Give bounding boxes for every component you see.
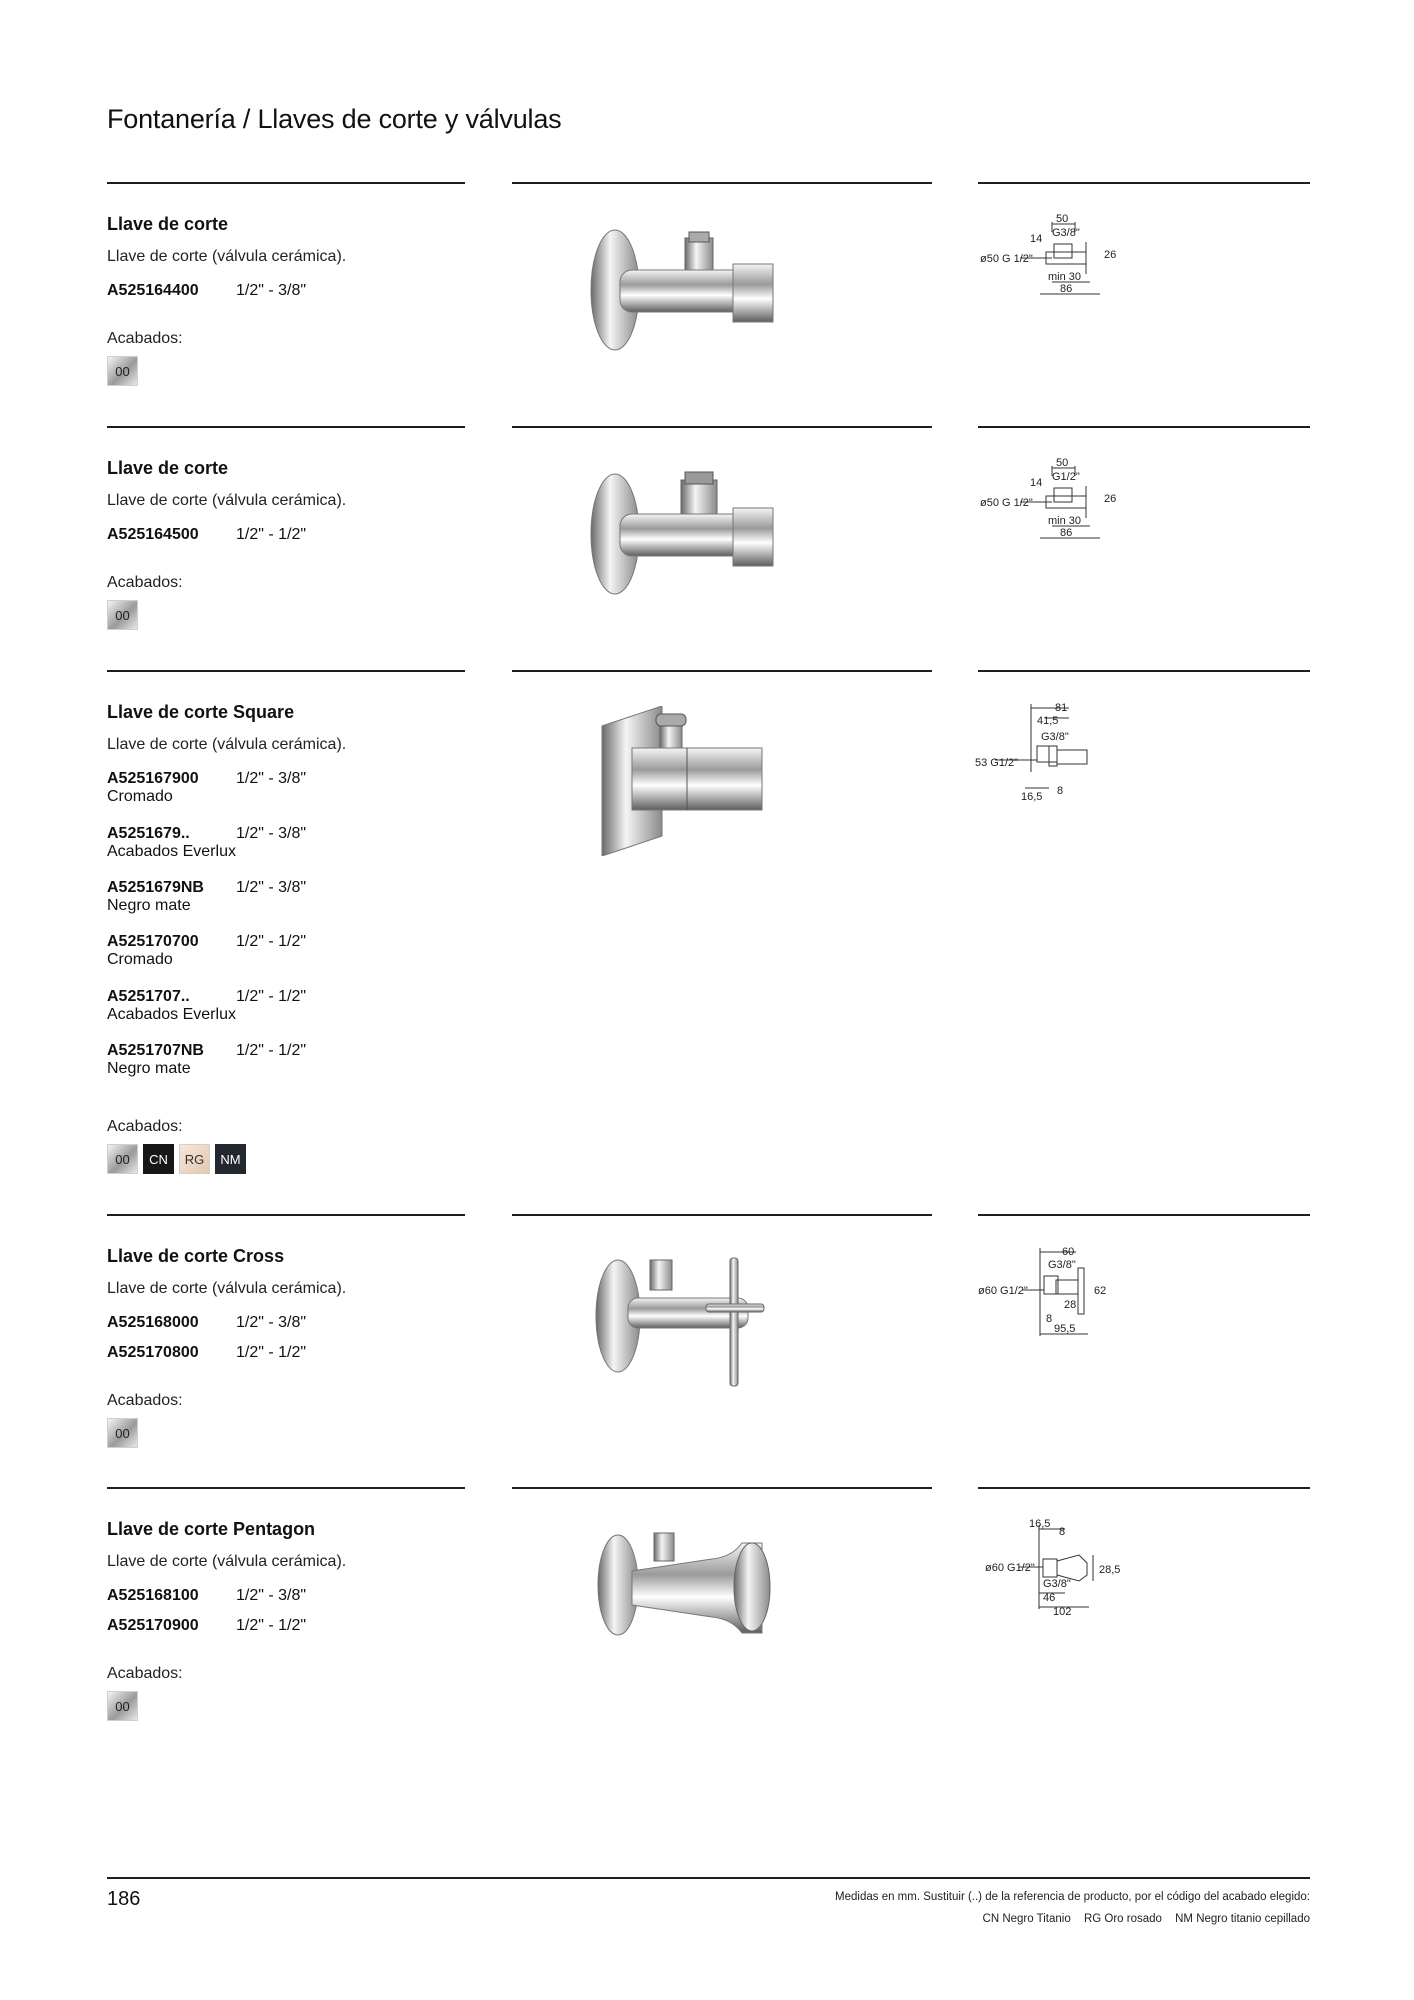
finish-swatch-00: 00 (107, 1144, 138, 1174)
reference-note: Acabados Everlux (107, 843, 236, 860)
reference-size: 1/2" - 1/2" (236, 526, 307, 543)
finish-swatch-cn: CN (143, 1144, 174, 1174)
product-title: Llave de corte (107, 214, 229, 234)
divider (107, 182, 465, 184)
finish-swatch-nm: NM (215, 1144, 246, 1174)
product-description: Llave de corte (válvula cerámica). (107, 736, 347, 753)
product-reference (107, 526, 306, 544)
reference-code: A525168000 (107, 1314, 199, 1331)
divider (978, 670, 1310, 672)
divider (512, 670, 932, 672)
reference-note: Acabados Everlux (107, 1006, 236, 1023)
reference-code: A5251679.. (107, 825, 190, 842)
product-section (0, 1487, 1414, 1757)
product-description: Llave de corte (válvula cerámica). (107, 1553, 347, 1570)
finish-swatch-00: 00 (107, 356, 138, 386)
reference-size: 1/2" - 3/8" (236, 825, 307, 842)
product-reference (107, 282, 306, 300)
product-section (0, 426, 1414, 666)
finishes-label: Acabados: (107, 330, 183, 347)
product-photo (585, 222, 785, 352)
finish-swatches (107, 1144, 246, 1174)
reference-size: 1/2" - 1/2" (236, 988, 307, 1005)
dimension-label: 28,5 (1099, 1564, 1121, 1576)
dimension-label: 14 (1030, 477, 1043, 489)
dimension-label: min 30 (1048, 515, 1082, 527)
dimension-label: 53 G1/2" (975, 757, 1019, 769)
finish-swatches (107, 600, 138, 630)
product-section (0, 182, 1414, 422)
divider (107, 426, 465, 428)
divider (512, 182, 932, 184)
reference-code: A525170800 (107, 1344, 199, 1361)
reference-code: A525164500 (107, 526, 199, 543)
reference-size: 1/2" - 3/8" (236, 1587, 307, 1604)
reference-note: Negro mate (107, 1060, 191, 1077)
dimension-label: 50 (1056, 458, 1069, 469)
divider (107, 1487, 465, 1489)
finish-swatch-00: 00 (107, 1418, 138, 1448)
product-title: Llave de corte Pentagon (107, 1519, 316, 1539)
dimension-label: 60 (1062, 1246, 1075, 1258)
technical-drawing (978, 1246, 1128, 1346)
product-photo (585, 466, 785, 596)
reference-code: A5251679NB (107, 879, 204, 896)
reference-size: 1/2" - 3/8" (236, 879, 307, 896)
reference-size: 1/2" - 1/2" (236, 1042, 307, 1059)
reference-size: 1/2" - 3/8" (236, 282, 307, 299)
technical-drawing (980, 214, 1130, 314)
finishes-label: Acabados: (107, 1392, 183, 1409)
page-title: Fontanería / Llaves de corte y válvulas (107, 104, 562, 134)
footer-divider (107, 1877, 1310, 1879)
product-description: Llave de corte (válvula cerámica). (107, 248, 347, 265)
legend-item: NM Negro titanio cepillado (1175, 1913, 1310, 1925)
dimension-label: 28 (1064, 1299, 1077, 1311)
dimension-label: ø60 G1/2" (985, 1562, 1035, 1574)
page-number: 186 (107, 1888, 141, 1910)
reference-size: 1/2" - 3/8" (236, 770, 307, 787)
technical-drawing (975, 702, 1125, 812)
dimension-label: 8 (1046, 1313, 1053, 1325)
product-reference (107, 879, 306, 915)
finish-swatch-00: 00 (107, 1691, 138, 1721)
footer-note: Medidas en mm. Sustituir (..) de la referencia de producto, por el código del acabado elegido: (835, 1891, 1310, 1903)
divider (107, 1214, 465, 1216)
divider (978, 1487, 1310, 1489)
dimension-label: 86 (1060, 527, 1073, 539)
finish-swatch-rg: RG (179, 1144, 210, 1174)
technical-drawing (980, 458, 1130, 558)
product-reference (107, 770, 306, 806)
divider (107, 670, 465, 672)
dimension-label: 26 (1104, 493, 1117, 505)
reference-code: A525170700 (107, 933, 199, 950)
dimension-label: 8 (1059, 1526, 1066, 1538)
dimension-label: 86 (1060, 283, 1073, 295)
divider (512, 1214, 932, 1216)
product-reference (107, 1042, 306, 1078)
reference-code: A5251707.. (107, 988, 190, 1005)
reference-code: A525167900 (107, 770, 199, 787)
dimension-label: G3/8" (1043, 1578, 1071, 1590)
dimension-label: 81 (1055, 702, 1068, 714)
product-reference (107, 988, 306, 1024)
finish-legend (973, 1913, 1310, 1925)
finish-swatches (107, 356, 138, 386)
reference-size: 1/2" - 3/8" (236, 1314, 307, 1331)
dimension-label: G3/8" (1041, 731, 1069, 743)
dimension-label: 16,5 (1029, 1519, 1051, 1530)
dimension-label: 102 (1053, 1606, 1072, 1618)
dimension-label: G1/2" (1052, 471, 1080, 483)
product-reference (107, 1314, 306, 1332)
finish-swatches (107, 1418, 138, 1448)
product-description: Llave de corte (válvula cerámica). (107, 492, 347, 509)
product-title: Llave de corte (107, 458, 229, 478)
product-section (0, 1214, 1414, 1484)
product-title: Llave de corte Cross (107, 1246, 285, 1266)
product-section (0, 670, 1414, 1210)
dimension-label: G3/8" (1052, 227, 1080, 239)
dimension-label: ø50 G 1/2" (980, 253, 1033, 265)
reference-code: A525170900 (107, 1617, 199, 1634)
finishes-label: Acabados: (107, 1665, 183, 1682)
product-reference (107, 1344, 306, 1362)
dimension-label: 8 (1057, 785, 1064, 797)
product-description: Llave de corte (válvula cerámica). (107, 1280, 347, 1297)
dimension-label: G3/8" (1048, 1259, 1076, 1271)
divider (978, 426, 1310, 428)
technical-drawing (983, 1519, 1133, 1619)
product-reference (107, 825, 306, 861)
dimension-label: 95,5 (1054, 1323, 1076, 1335)
finish-swatch-00: 00 (107, 600, 138, 630)
reference-code: A5251707NB (107, 1042, 204, 1059)
dimension-label: 26 (1104, 249, 1117, 261)
reference-size: 1/2" - 1/2" (236, 933, 307, 950)
dimension-label: 14 (1030, 233, 1043, 245)
product-photo (592, 706, 782, 856)
dimension-label: 62 (1094, 1285, 1107, 1297)
dimension-label: ø50 G 1/2" (980, 497, 1033, 509)
finishes-label: Acabados: (107, 574, 183, 591)
dimension-label: 41,5 (1037, 715, 1059, 727)
product-title: Llave de corte Square (107, 702, 295, 722)
divider (978, 1214, 1310, 1216)
reference-note: Negro mate (107, 897, 191, 914)
product-photo (592, 1523, 782, 1653)
reference-code: A525168100 (107, 1587, 199, 1604)
dimension-label: ø60 G1/2" (978, 1285, 1028, 1297)
reference-size: 1/2" - 1/2" (236, 1617, 307, 1634)
dimension-label: 50 (1056, 214, 1069, 225)
reference-size: 1/2" - 1/2" (236, 1344, 307, 1361)
reference-code: A525164400 (107, 282, 199, 299)
legend-item: RG Oro rosado (1083, 1913, 1162, 1925)
finish-swatches (107, 1691, 138, 1721)
divider (512, 426, 932, 428)
product-reference (107, 1617, 306, 1635)
divider (512, 1487, 932, 1489)
finishes-label: Acabados: (107, 1118, 183, 1135)
dimension-label: min 30 (1048, 271, 1082, 283)
product-photo (588, 1250, 788, 1390)
reference-note: Cromado (107, 951, 173, 968)
dimension-label: 16,5 (1021, 791, 1043, 803)
reference-note: Cromado (107, 788, 173, 805)
legend-item: CN Negro Titanio (982, 1913, 1071, 1925)
product-reference (107, 1587, 306, 1605)
dimension-label: 46 (1043, 1592, 1056, 1604)
product-reference (107, 933, 306, 969)
divider (978, 182, 1310, 184)
